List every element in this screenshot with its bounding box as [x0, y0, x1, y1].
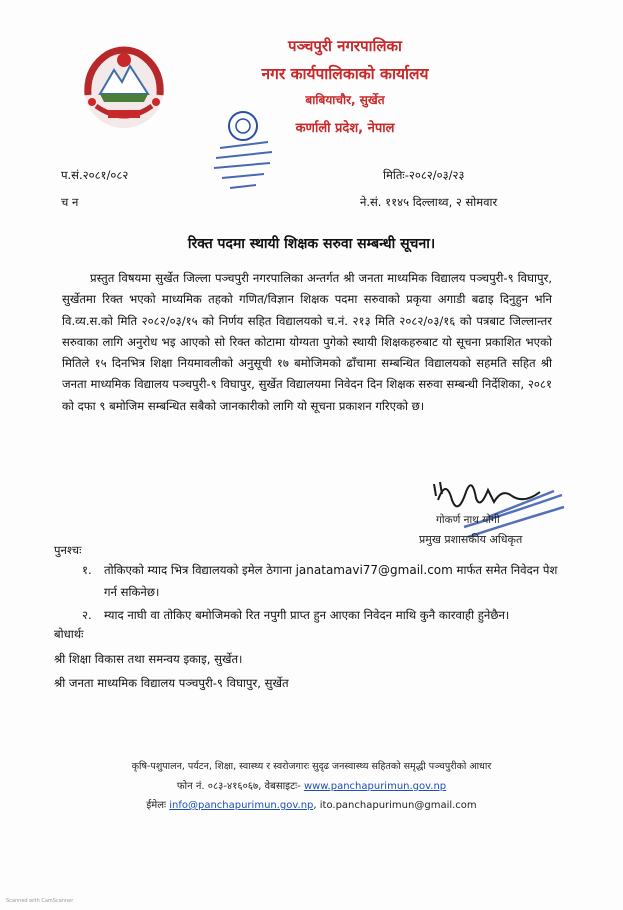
footer-email — [0, 797, 623, 811]
postscript-label: पुनश्चः — [54, 543, 82, 557]
postscript-item — [82, 559, 574, 603]
official-seal-icon — [198, 108, 288, 203]
notice-body: प्रस्तुत विषयमा सुर्खेत जिल्ला पञ्चपुरी नगरपालिका अन्तर्गत श्री जनता माध्यमिक विद्यालय पञ्चपुरी-९ विघापुर, सुर्खेतमा रिक्त भएको माध्यमिक तहको गणित/विज्ञान शिक्षक पदमा सरुवाको प्रकृया अगाडी बढाइ दिनुहुन भनि वि.व्य.स.को मिति २०८२/०३/१५ को निर्णय सहित विद्यालयको च.नं. २१३ मिति २०८२/०३/१६ को पत्रबाट जिल्लान्तर सरुवाका लागि अनुरोध भइ आएको सो रिक्त कोटामा योग्यता पुगेको स्थायी शिक्षकहरुबाट यो सूचना प्रकाशित भएको मितिले १५ दिनभित्र शिक्षा नियमावलीको अनुसूची १७ बमोजिमको ढाँचामा सम्बन्धित विद्यालयको सहमति सहित श्री जनता माध्यमिक विद्यालय पञ्चपुरी-९ विघापुर, सुर्खेत विद्यालयमा निवेदन दिन शिक्षक सरुवा सम्बन्धी निर्देशिका, २०८१ को दफा ९ बमोजिम सम्बन्धित सबैको जानकारीको लागि यो सूचना प्रकाशन गरिएको छ। — [62, 271, 552, 413]
letter-date: मितिः-२०८२/०३/२३ — [383, 168, 465, 182]
footer-phone: फोन नं. ०८३-४१६०६७, वेबसाइटः- — [176, 781, 301, 792]
postscript-number: २. — [82, 608, 92, 622]
cc-recipient: श्री शिक्षा विकास तथा समन्वय इकाइ, सुर्खेत। — [54, 652, 243, 666]
office-province: कर्णाली प्रदेश, नेपाल — [295, 121, 395, 136]
office-name: पञ्चपुरी नगरपालिका — [288, 37, 402, 55]
signatory-post: प्रमुख प्रशासकीय अधिकृत — [419, 533, 523, 546]
letter-number: प.सं.२०८१/०८२ — [61, 168, 129, 182]
footer-email-label: ईमेलः — [146, 800, 167, 811]
signatory-name: गोकर्ण नाथ योगी — [436, 514, 500, 526]
info-email-link[interactable]: info@panchapurimun.gov.np — [169, 800, 314, 811]
school-email: janatamavi77@gmail.com — [295, 563, 453, 577]
ito-email: , ito.panchapurimun@gmail.com — [313, 800, 477, 811]
postscript-text: म्याद नाघी वा तोकिए बमोजिमको रित नपुगी प्राप्त हुन आएका निवेदन माथि कुनै कारवाही हुनेछैन। — [104, 608, 510, 622]
cc-recipient: श्री जनता माध्यमिक विद्यालय पञ्चपुरी-९ विघापुर, सुर्खेत — [54, 676, 289, 690]
postscript-item — [82, 604, 574, 626]
scanner-watermark: Scanned with CamScanner — [6, 898, 74, 904]
nepal-emblem-icon — [78, 40, 170, 132]
postscript-number: १. — [82, 563, 92, 577]
notice-title: रिक्त पदमा स्थायी शिक्षक सरुवा सम्बन्धी सूचना। — [187, 236, 436, 252]
office-address: बाबियाचौर, सुर्खेत — [305, 93, 385, 107]
footer-contact — [0, 778, 623, 792]
website-link[interactable]: www.panchapurimun.gov.np — [303, 781, 447, 792]
office-title: नगर कार्यपालिकाको कार्यालय — [261, 65, 429, 83]
dispatch-number: च न — [61, 195, 79, 209]
cc-label: बोधार्थः — [54, 627, 84, 641]
nepal-sambat-date: ने.सं. ११४५ दिल्लाथ्व, २ सोमवार — [360, 195, 498, 209]
postscript-text: तोकिएको म्याद भित्र विद्यालयको इमेल ठेगाना janatamavi77@gmail.com मार्फत समेत निवेदन पेश गर्न सकिनेछ। — [104, 563, 558, 599]
footer-slogan: कृषि-पशुपालन, पर्यटन, शिक्षा, स्वास्थ्य र स्वरोजगारः सुदृढ जनस्वास्थ्य सहितको समृद्धी पञ्चपुरीको आधार — [131, 761, 492, 772]
